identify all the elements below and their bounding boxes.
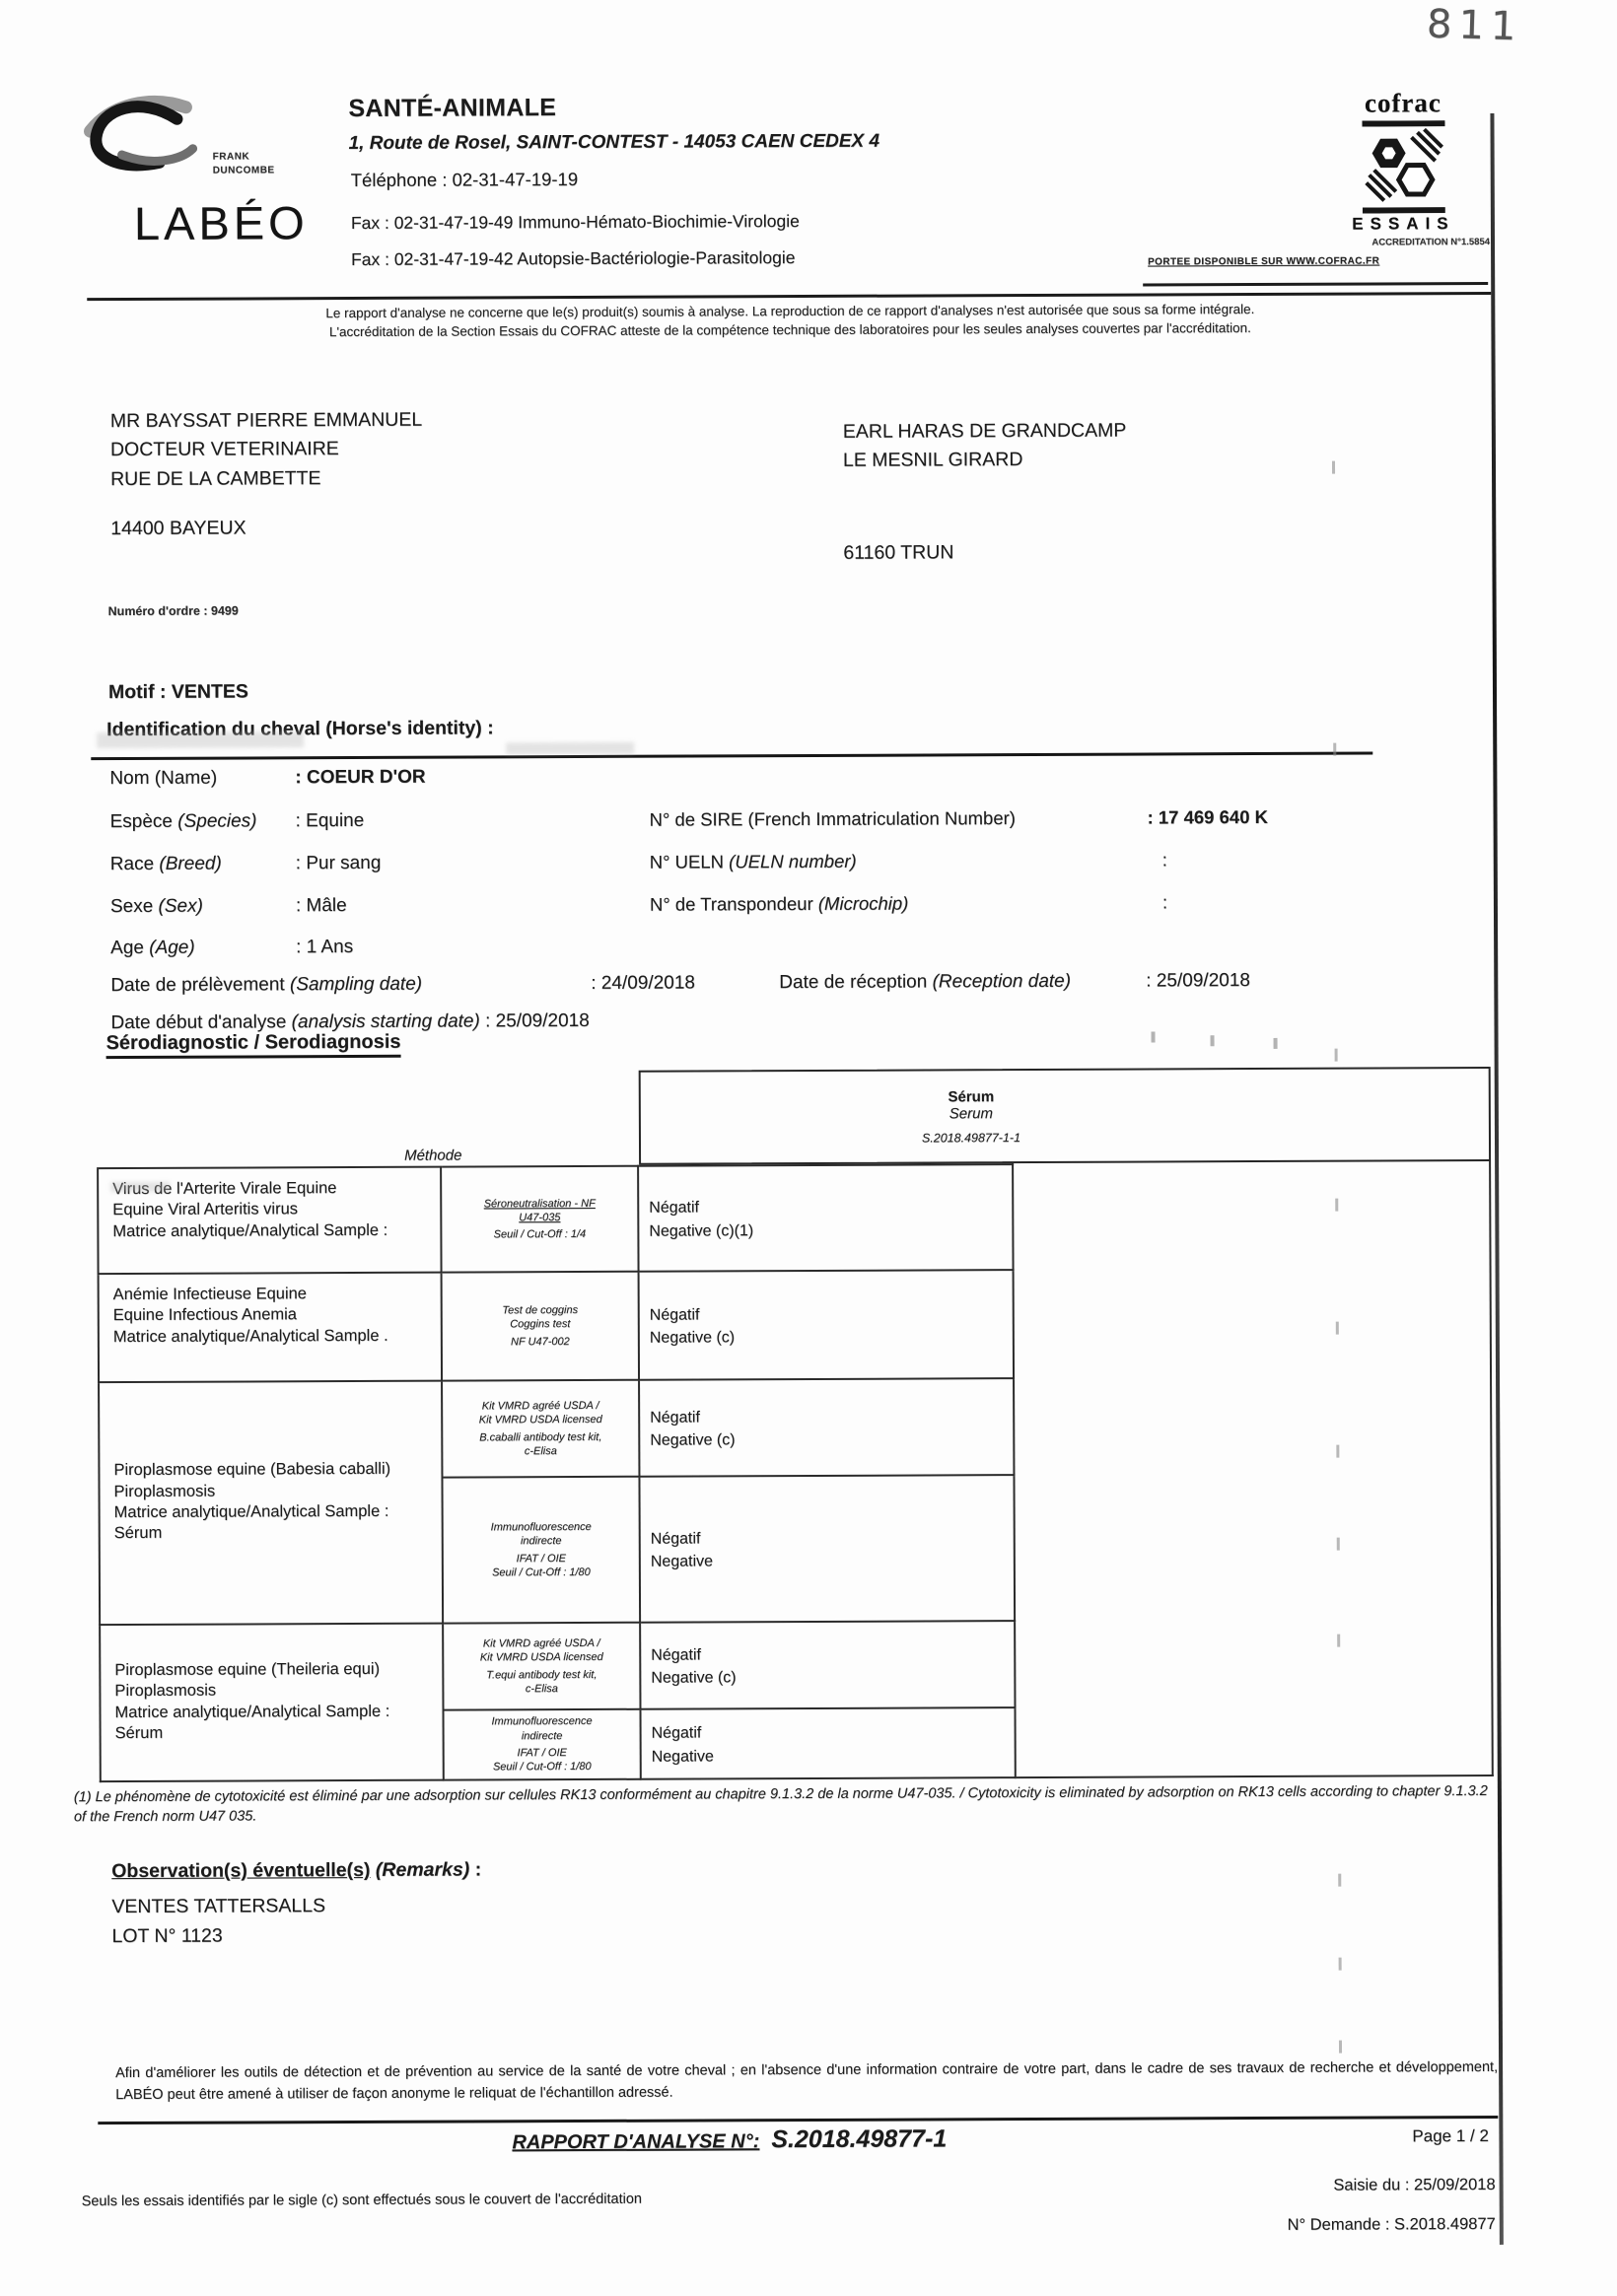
identity-row-age <box>110 937 353 959</box>
lab-fax-1: Fax : 02-31-47-19-49 Immuno-Hémato-Biochimie-Virologie <box>350 211 800 234</box>
field-value: : Pur sang <box>295 852 382 874</box>
scan-artifact <box>1336 1322 1339 1335</box>
field-label-en: (Breed) <box>159 853 222 874</box>
method-detail: NF U47-002 <box>510 1335 570 1348</box>
scan-smudge <box>110 1182 170 1192</box>
scan-artifact <box>1274 1038 1278 1049</box>
method-column-header: Méthode <box>404 1147 462 1164</box>
identity-row-ueln <box>650 848 1494 873</box>
identity-row-sire <box>650 805 1494 831</box>
microchip-number: : <box>1161 891 1168 913</box>
serodiagnostic-title: Sérodiagnostic / Serodiagnosis <box>106 1031 401 1059</box>
recipient-address: MR BAYSSAT PIERRE EMMANUEL DOCTEUR VETERINAIRE RUE DE LA CAMBETTE <box>109 408 423 490</box>
method-name: Séroneutralisation - NF U47-035 <box>483 1197 596 1224</box>
analysis-date-label: Date début d'analyse <box>110 1011 287 1034</box>
method-name: Immunofluorescence indirecte <box>491 1715 593 1742</box>
disclaimer-line-2: L'accréditation de la Section Essais du COFRAC atteste de la compétence technique des laboratoires pour les seules analyses couvertes par l'accréditation. <box>328 319 1251 340</box>
horse-identity-title: Identification du cheval (Horse's identity) : <box>106 717 494 741</box>
analyte-cell: Virus de l'Arterite Virale Equine Equine Viral Arteritis virus Matrice analytique/Analytical Sample : <box>97 1166 442 1276</box>
dates-row <box>110 969 1392 1005</box>
sample-id: S.2018.49877-1-1 <box>921 1130 1021 1145</box>
lab-phone: Téléphone : 02-31-47-19-19 <box>350 169 579 191</box>
lab-fax-2: Fax : 02-31-47-19-42 Autopsie-Bactériologie-Parasitologie <box>351 247 796 270</box>
result-cell: Négatif Negative <box>640 1476 1016 1624</box>
field-label: Nom <box>109 767 150 790</box>
field-value: : Mâle <box>295 895 347 917</box>
cofrac-wordmark: cofrac <box>1364 88 1441 118</box>
field-label: Age <box>110 937 144 959</box>
research-notice: Afin d'améliorer les outils de détection et de prévention au service de la santé de votre cheval ; en l'absence d'une information contraire de votre part, dans le cadre de ses travaux de recherche et développement, LABÉO peut être amené à utiliser de façon anonyme le reliquat de l'échantillon adressé. <box>115 2058 1499 2103</box>
field-label: N° de Transpondeur <box>649 892 813 915</box>
motif-label: Motif : VENTES <box>107 680 248 704</box>
report-number-label: RAPPORT D'ANALYSE N°: <box>512 2130 760 2154</box>
analysis-date-value: : 25/09/2018 <box>485 1009 590 1032</box>
field-label: Espèce <box>109 810 173 833</box>
table-header-left <box>97 1071 639 1167</box>
lab-address: 1, Route de Rosel, SAINT-CONTEST - 14053 CAEN CEDEX 4 <box>348 130 880 155</box>
reception-date-label: Date de réception (Reception date) <box>779 970 1072 994</box>
request-number: N° Demande : S.2018.49877 <box>1287 2214 1496 2234</box>
owner-city: 61160 TRUN <box>843 541 954 564</box>
serum-label-en: Serum <box>949 1104 993 1122</box>
ueln-number: : <box>1161 849 1167 870</box>
method-detail: T.equi antibody test kit, c-Elisa <box>486 1668 598 1696</box>
method-cell <box>443 1381 640 1479</box>
field-label-en: (Age) <box>149 937 195 958</box>
result-cell: Négatif Negative (c) <box>640 1379 1015 1478</box>
scan-artifact <box>1332 461 1335 474</box>
field-label-en: (Microchip) <box>817 892 909 914</box>
field-label-en: (UELN number) <box>729 850 857 872</box>
scan-edge-artifact <box>1490 113 1503 2245</box>
cofrac-essais-label: ESSAIS <box>1352 214 1455 234</box>
logo-brand-name: FRANK DUNCOMBE <box>212 151 275 176</box>
accreditation-note: Seuls les essais identifiés par le sigle (c) sont effectués sous le couvert de l'accréditation <box>81 2191 643 2210</box>
observations-title-colon: : <box>469 1858 482 1881</box>
scan-artifact <box>1339 2041 1342 2053</box>
field-label-en: (Species) <box>177 810 257 832</box>
method-name: Immunofluorescence indirecte <box>490 1520 592 1548</box>
report-number-row <box>512 2124 947 2155</box>
handwritten-page-number: 811 <box>1426 1 1524 50</box>
field-value: : Equine <box>295 809 365 832</box>
field-label: N° UELN <box>649 851 725 872</box>
method-cell <box>443 1478 641 1625</box>
scan-artifact <box>1333 743 1336 756</box>
table-empty-column <box>1014 1161 1494 1778</box>
observation-line: LOT N° 1123 <box>111 1924 223 1948</box>
observations-title-en: (Remarks) <box>375 1858 470 1881</box>
labeo-logo-swoosh-icon <box>82 94 230 188</box>
method-name: Test de coggins Coggins test <box>502 1304 579 1331</box>
cofrac-hexagons-icon <box>1362 120 1444 213</box>
field-label: Sexe <box>109 895 154 918</box>
serum-label-fr: Sérum <box>948 1087 995 1105</box>
field-label-en: (Name) <box>154 767 218 789</box>
method-name: Kit VMRD agréé USDA / Kit VMRD USDA licensed <box>478 1399 602 1426</box>
method-detail: B.caballi antibody test kit, c-Elisa <box>479 1430 602 1458</box>
analyte-cell: Anémie Infectieuse Equine Equine Infectious Anemia Matrice analytique/Analytical Sample . <box>98 1274 443 1384</box>
sampling-date-value: : 24/09/2018 <box>591 972 695 994</box>
serodiagnostic-table <box>97 1067 1494 1782</box>
scan-artifact <box>1335 1049 1338 1062</box>
scan-artifact <box>1338 1874 1341 1887</box>
scan-smudge <box>97 731 304 748</box>
analysis-date-label-en: (analysis starting date) <box>291 1010 480 1033</box>
scan-smudge <box>506 742 634 755</box>
result-cell: Négatif Negative (c) <box>640 1271 1015 1381</box>
identity-row-sex <box>110 895 347 918</box>
method-name: Kit VMRD agréé USDA / Kit VMRD USDA licensed <box>479 1636 603 1664</box>
analyte-cell: Piroplasmose equine (Babesia caballi) Piroplasmosis Matrice analytique/Analytical Sample : Sérum <box>98 1382 444 1627</box>
owner-address: EARL HARAS DE GRANDCAMP LE MESNIL GIRARD <box>842 419 1127 472</box>
cofrac-portee-link: PORTEE DISPONIBLE SUR WWW.COFRAC.FR <box>1148 255 1380 268</box>
recipient-city: 14400 BAYEUX <box>110 517 246 540</box>
method-detail: IFAT / OIE Seuil / Cut-Off : 1/80 <box>492 1747 592 1774</box>
scan-artifact <box>1337 1635 1340 1647</box>
labeo-wordmark: LABÉO <box>133 196 309 249</box>
method-cell <box>445 1710 642 1781</box>
disclaimer-line-1: Le rapport d'analyse ne concerne que le(s) produit(s) soumis à analyse. La reproduction de ce rapport d'analyses n'est autorisée que sous sa forme intégrale. <box>325 302 1255 321</box>
result-cell: Négatif Negative <box>642 1708 1017 1780</box>
header-divider <box>87 292 1491 301</box>
field-value: : COEUR D'OR <box>295 766 426 789</box>
cofrac-divider <box>1143 282 1488 287</box>
field-label-en: (French Immatriculation Number) <box>747 807 1016 830</box>
identity-row-microchip <box>650 890 1494 916</box>
field-label: N° de SIRE <box>649 808 743 830</box>
method-detail: IFAT / OIE Seuil / Cut-Off : 1/80 <box>492 1552 591 1579</box>
identity-divider <box>91 751 1372 760</box>
scan-artifact <box>1337 1538 1340 1551</box>
sire-number: : 17 469 640 K <box>1147 805 1269 828</box>
field-label: Race <box>109 853 155 875</box>
cofrac-logo <box>1316 88 1490 235</box>
entry-date: Saisie du : 25/09/2018 <box>1333 2175 1496 2194</box>
order-number: Numéro d'ordre : 9499 <box>107 603 239 619</box>
identity-row-species <box>110 810 365 833</box>
scan-artifact <box>1339 1958 1342 1971</box>
method-cell <box>443 1273 640 1382</box>
footer-divider <box>98 2116 1498 2124</box>
method-cell <box>442 1165 639 1274</box>
field-label-en: (Sex) <box>158 895 203 917</box>
scan-artifact <box>1336 1445 1339 1458</box>
accreditation-disclaimer <box>95 300 1485 343</box>
method-cell <box>444 1624 641 1711</box>
report-number-value: S.2018.49877-1 <box>771 2124 948 2154</box>
sampling-date-label: Date de prélèvement (Sampling date) <box>110 973 423 997</box>
result-cell: Négatif Negative (c)(1) <box>639 1163 1014 1273</box>
observation-line: VENTES TATTERSALLS <box>111 1895 326 1918</box>
division-title: SANTÉ-ANIMALE <box>348 94 557 123</box>
scan-artifact <box>1211 1035 1215 1046</box>
analyte-cell: Piroplasmose equine (Theileria equi) Piroplasmosis Matrice analytique/Analytical Sample : Sérum <box>99 1625 445 1783</box>
cofrac-accreditation-number: ACCREDITATION N°1.5854 <box>1371 236 1491 248</box>
observations-title-fr: Observation(s) éventuelle(s) <box>111 1858 371 1883</box>
scan-artifact <box>1152 1031 1156 1042</box>
table-header-serum <box>639 1067 1491 1165</box>
observations-title <box>111 1858 481 1883</box>
cytotoxicity-footnote: (1) Le phénomène de cytotoxicité est éliminé par une adsorption sur cellules RK13 conformément au chapitre 9.1.3.2 de la norme U47-035. / Cytotoxicity is eliminated by adsorption on RK13 cells according to chapter 9.1.3.2 of the French norm U47 035. <box>73 1783 1488 1826</box>
method-detail: Seuil / Cut-Off : 1/4 <box>493 1228 587 1241</box>
field-value: : 1 Ans <box>296 937 354 958</box>
identity-row-name <box>109 767 425 790</box>
identity-row-breed <box>110 853 382 875</box>
scan-artifact <box>1335 1199 1338 1212</box>
page-indicator: Page 1 / 2 <box>1412 2125 1489 2146</box>
result-cell: Négatif Negative (c) <box>641 1622 1016 1710</box>
reception-date-value: : 25/09/2018 <box>1146 970 1250 992</box>
